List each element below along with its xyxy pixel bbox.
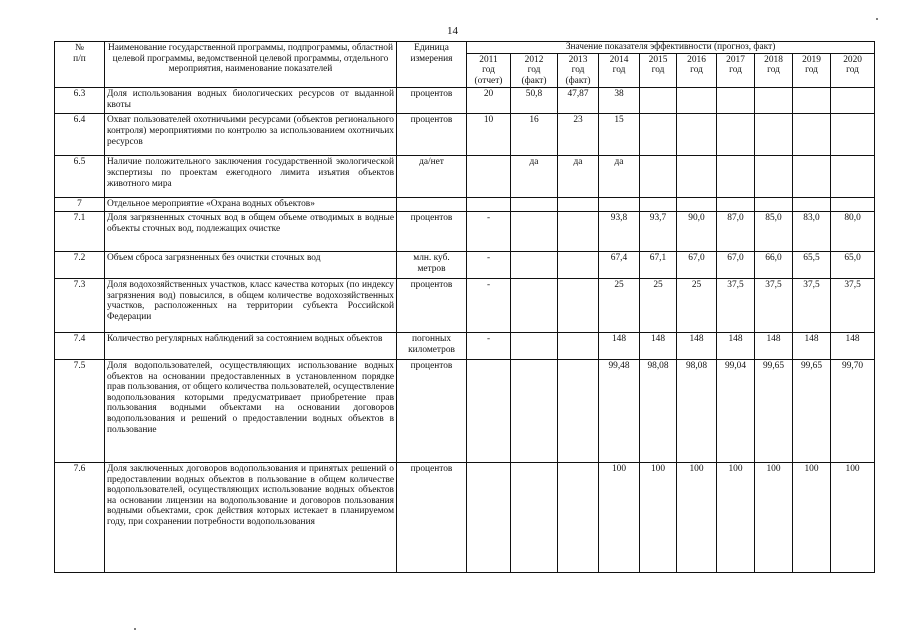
value-2012 bbox=[511, 251, 558, 278]
value-2018: 99,65 bbox=[755, 359, 793, 462]
indicator-name: Доля заключенных договоров водопользования и принятых решений о предоставлении водных объектов в пользование в общем количестве водопользователей, осуществляющих использование водных объектов на основании лицензии на водопользование и договоров пользования водными объектами, срок действия которых истекает в планируемом году, при сохранении потребности водопользования bbox=[105, 462, 397, 572]
header-year-word: год bbox=[571, 65, 585, 76]
header-row-group bbox=[55, 42, 875, 54]
table-row bbox=[55, 114, 875, 156]
value-2016 bbox=[677, 114, 717, 156]
value-2015 bbox=[640, 198, 677, 212]
value-2018: 85,0 bbox=[755, 211, 793, 251]
indicators-table bbox=[54, 41, 875, 573]
value-2016: 100 bbox=[677, 462, 717, 572]
value-2011: - bbox=[467, 332, 511, 359]
value-2018 bbox=[755, 198, 793, 212]
value-2018 bbox=[755, 114, 793, 156]
value-2019: 148 bbox=[793, 332, 831, 359]
value-2015 bbox=[640, 114, 677, 156]
value-2017 bbox=[717, 198, 755, 212]
value-2011: - bbox=[467, 278, 511, 332]
value-2011 bbox=[467, 156, 511, 198]
value-2014: 38 bbox=[599, 88, 640, 114]
value-2013 bbox=[558, 211, 599, 251]
header-year-2019 bbox=[793, 53, 831, 88]
header-year-note bbox=[757, 76, 790, 87]
unit-of-measure: процентов bbox=[397, 88, 467, 114]
header-year-word: год bbox=[612, 65, 626, 76]
row-number: 7.6 bbox=[55, 462, 105, 572]
value-2012 bbox=[511, 359, 558, 462]
value-2018: 66,0 bbox=[755, 251, 793, 278]
header-year-word: год bbox=[690, 65, 703, 76]
value-2019: 65,5 bbox=[793, 251, 831, 278]
page-number: 14 bbox=[447, 25, 458, 37]
header-year-note bbox=[833, 76, 872, 87]
value-2013 bbox=[558, 462, 599, 572]
value-2011: 20 bbox=[467, 88, 511, 114]
indicator-name: Доля загрязненных сточных вод в общем объеме отводимых в водные объекты сточных вод, подлежащих очистке bbox=[105, 211, 397, 251]
value-2014: да bbox=[599, 156, 640, 198]
value-2015: 98,08 bbox=[640, 359, 677, 462]
value-2017: 99,04 bbox=[717, 359, 755, 462]
value-2020 bbox=[831, 198, 875, 212]
value-2013 bbox=[558, 359, 599, 462]
row-number: 7.5 bbox=[55, 359, 105, 462]
table-row bbox=[55, 88, 875, 114]
header-name: Наименование государственной программы, подпрограммы, областной целевой программы, ведомственной целевой программы, отдельного мероприятия, наименование показателей bbox=[105, 42, 397, 88]
value-2018 bbox=[755, 156, 793, 198]
value-2011 bbox=[467, 359, 511, 462]
header-year-2020 bbox=[831, 53, 875, 88]
value-2011: - bbox=[467, 211, 511, 251]
value-2018: 100 bbox=[755, 462, 793, 572]
unit-of-measure: да/нет bbox=[397, 156, 467, 198]
value-2019 bbox=[793, 156, 831, 198]
scan-speck bbox=[876, 18, 878, 20]
value-2014: 93,8 bbox=[599, 211, 640, 251]
header-year-word: год bbox=[767, 65, 780, 76]
header-year-year: 2015 bbox=[648, 54, 668, 65]
value-2020 bbox=[831, 88, 875, 114]
value-2014: 99,48 bbox=[599, 359, 640, 462]
value-2016 bbox=[677, 198, 717, 212]
value-2020: 148 bbox=[831, 332, 875, 359]
value-2014 bbox=[599, 198, 640, 212]
header-year-year: 2011 bbox=[479, 54, 498, 65]
value-2019: 99,65 bbox=[793, 359, 831, 462]
table-row bbox=[55, 332, 875, 359]
value-2015: 100 bbox=[640, 462, 677, 572]
header-year-2017 bbox=[717, 53, 755, 88]
value-2019 bbox=[793, 198, 831, 212]
header-year-year: 2013 bbox=[568, 54, 588, 65]
header-year-year: 2019 bbox=[802, 54, 821, 65]
value-2019 bbox=[793, 88, 831, 114]
value-2014: 100 bbox=[599, 462, 640, 572]
value-2013: 47,87 bbox=[558, 88, 599, 114]
header-year-year: 2014 bbox=[609, 54, 629, 65]
value-2015 bbox=[640, 156, 677, 198]
value-2019 bbox=[793, 114, 831, 156]
value-2011: 10 bbox=[467, 114, 511, 156]
table-row bbox=[55, 211, 875, 251]
row-number: 7.1 bbox=[55, 211, 105, 251]
value-2013: 23 bbox=[558, 114, 599, 156]
row-number: 7.2 bbox=[55, 251, 105, 278]
header-year-note bbox=[719, 76, 752, 87]
unit-of-measure: процентов bbox=[397, 114, 467, 156]
value-2017 bbox=[717, 114, 755, 156]
value-2014: 25 bbox=[599, 278, 640, 332]
value-2020: 80,0 bbox=[831, 211, 875, 251]
header-year-year: 2012 bbox=[524, 54, 544, 65]
value-2013 bbox=[558, 198, 599, 212]
value-2017: 37,5 bbox=[717, 278, 755, 332]
indicator-name: Отдельное мероприятие «Охрана водных объектов» bbox=[105, 198, 397, 212]
header-year-note bbox=[642, 76, 674, 87]
unit-of-measure: процентов bbox=[397, 211, 467, 251]
table-row bbox=[55, 462, 875, 572]
value-2020: 37,5 bbox=[831, 278, 875, 332]
header-year-word: год bbox=[729, 65, 742, 76]
value-2014: 15 bbox=[599, 114, 640, 156]
indicator-name: Объем сброса загрязненных без очистки сточных вод bbox=[105, 251, 397, 278]
value-2012 bbox=[511, 211, 558, 251]
header-year-year: 2016 bbox=[687, 54, 706, 65]
value-2017: 100 bbox=[717, 462, 755, 572]
value-2015: 67,1 bbox=[640, 251, 677, 278]
indicator-name: Доля использования водных биологических ресурсов от выданной квоты bbox=[105, 88, 397, 114]
row-number: 6.3 bbox=[55, 88, 105, 114]
value-2017 bbox=[717, 156, 755, 198]
indicator-name: Доля водопользователей, осуществляющих использование водных объектов на основании предоставленных в установленном порядке прав пользования, от общего количества пользователей, осуществление водопользования которыми предусматривает приобретение прав пользования водными объектами на основании договоров водопользования и решений о предоставлении водных объектов в пользование bbox=[105, 359, 397, 462]
header-year-2012 bbox=[511, 53, 558, 88]
value-2013: да bbox=[558, 156, 599, 198]
table-row bbox=[55, 251, 875, 278]
value-2015: 148 bbox=[640, 332, 677, 359]
row-number: 7.3 bbox=[55, 278, 105, 332]
header-year-year: 2017 bbox=[726, 54, 745, 65]
value-2019: 37,5 bbox=[793, 278, 831, 332]
value-2016: 90,0 bbox=[677, 211, 717, 251]
indicator-name: Количество регулярных наблюдений за состоянием водных объектов bbox=[105, 332, 397, 359]
value-2014: 148 bbox=[599, 332, 640, 359]
value-2012 bbox=[511, 332, 558, 359]
header-year-note: (отчет) bbox=[474, 75, 503, 86]
value-2013 bbox=[558, 251, 599, 278]
value-2020: 100 bbox=[831, 462, 875, 572]
header-year-word: год bbox=[651, 65, 665, 76]
header-year-2018 bbox=[755, 53, 793, 88]
value-2012: 16 bbox=[511, 114, 558, 156]
value-2019: 100 bbox=[793, 462, 831, 572]
table-row bbox=[55, 156, 875, 198]
header-year-note: (факт) bbox=[565, 75, 591, 86]
value-2017: 67,0 bbox=[717, 251, 755, 278]
value-2019: 83,0 bbox=[793, 211, 831, 251]
value-2016: 25 bbox=[677, 278, 717, 332]
value-2017: 87,0 bbox=[717, 211, 755, 251]
value-2013 bbox=[558, 278, 599, 332]
unit-of-measure: процентов bbox=[397, 278, 467, 332]
scan-speck bbox=[134, 628, 136, 630]
unit-of-measure bbox=[397, 198, 467, 212]
value-2013 bbox=[558, 332, 599, 359]
indicator-name: Наличие положительного заключения государственной экологической экспертизы по проектам ежегодного лимита изъятия объектов животного мира bbox=[105, 156, 397, 198]
value-2018 bbox=[755, 88, 793, 114]
value-2015 bbox=[640, 88, 677, 114]
value-2016 bbox=[677, 156, 717, 198]
header-year-word: год bbox=[846, 65, 859, 76]
header-year-note bbox=[795, 76, 828, 87]
value-2012 bbox=[511, 278, 558, 332]
header-values-group: Значение показателя эффективности (прогноз, факт) bbox=[467, 42, 875, 54]
value-2012 bbox=[511, 462, 558, 572]
value-2015: 25 bbox=[640, 278, 677, 332]
header-unit: Единица измерения bbox=[397, 42, 467, 88]
header-year-2015 bbox=[640, 53, 677, 88]
header-year-2013 bbox=[558, 53, 599, 88]
header-year-2014 bbox=[599, 53, 640, 88]
header-year-2016 bbox=[677, 53, 717, 88]
unit-of-measure: погонных километров bbox=[397, 332, 467, 359]
unit-of-measure: процентов bbox=[397, 462, 467, 572]
value-2016: 148 bbox=[677, 332, 717, 359]
value-2016 bbox=[677, 88, 717, 114]
unit-of-measure: процентов bbox=[397, 359, 467, 462]
value-2016: 98,08 bbox=[677, 359, 717, 462]
header-year-year: 2018 bbox=[764, 54, 783, 65]
value-2012 bbox=[511, 198, 558, 212]
value-2011 bbox=[467, 198, 511, 212]
header-year-note bbox=[601, 76, 637, 87]
value-2018: 148 bbox=[755, 332, 793, 359]
table-row bbox=[55, 278, 875, 332]
header-year-word: год bbox=[527, 65, 541, 76]
unit-of-measure: млн. куб. метров bbox=[397, 251, 467, 278]
table-row bbox=[55, 198, 875, 212]
table-row bbox=[55, 359, 875, 462]
row-number: 7.4 bbox=[55, 332, 105, 359]
value-2020: 65,0 bbox=[831, 251, 875, 278]
header-year-2011 bbox=[467, 53, 511, 88]
value-2015: 93,7 bbox=[640, 211, 677, 251]
value-2016: 67,0 bbox=[677, 251, 717, 278]
value-2020 bbox=[831, 114, 875, 156]
header-year-year: 2020 bbox=[843, 54, 862, 65]
value-2012: 50,8 bbox=[511, 88, 558, 114]
row-number: 6.4 bbox=[55, 114, 105, 156]
value-2011 bbox=[467, 462, 511, 572]
table-body bbox=[55, 88, 875, 573]
value-2020 bbox=[831, 156, 875, 198]
header-year-word: год bbox=[805, 65, 818, 76]
value-2012: да bbox=[511, 156, 558, 198]
row-number: 6.5 bbox=[55, 156, 105, 198]
indicator-name: Доля водохозяйственных участков, класс качества которых (по индексу загрязнения вод) повысился, в общем количестве водохозяйственных участков, расположенных на территории субъекта Российской Федерации bbox=[105, 278, 397, 332]
value-2020: 99,70 bbox=[831, 359, 875, 462]
header-num: № п/п bbox=[55, 42, 105, 88]
value-2014: 67,4 bbox=[599, 251, 640, 278]
row-number: 7 bbox=[55, 198, 105, 212]
value-2017: 148 bbox=[717, 332, 755, 359]
value-2011: - bbox=[467, 251, 511, 278]
header-year-note: (факт) bbox=[521, 75, 547, 86]
header-year-word: год bbox=[482, 65, 495, 76]
header-year-note bbox=[679, 76, 714, 87]
value-2018: 37,5 bbox=[755, 278, 793, 332]
indicator-name: Охват пользователей охотничьими ресурсами (объектов регионального контроля) мероприятиями по контролю за использованием охотничьих ресурсов bbox=[105, 114, 397, 156]
value-2017 bbox=[717, 88, 755, 114]
